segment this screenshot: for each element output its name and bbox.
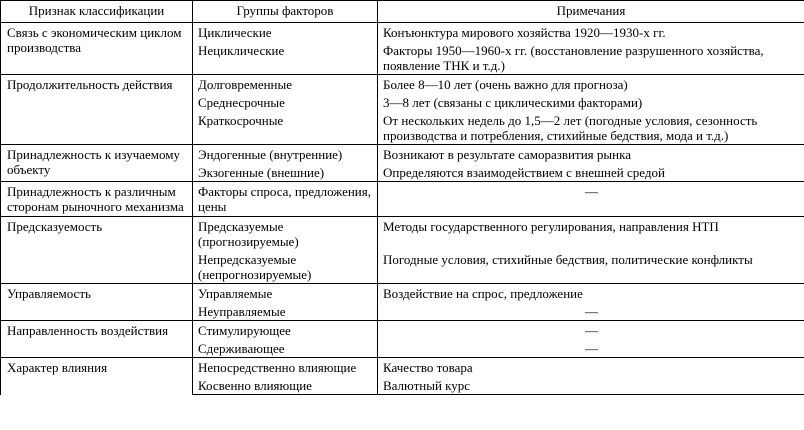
criterion-cell: Принадлежность к изучаемому объекту: [1, 145, 193, 182]
note-cell: Конъюнктура мирового хозяйства 1920—1930-х гг.: [378, 23, 804, 42]
criterion-cell: Принадлежность к различным сторонам рыночного механизма: [1, 182, 193, 217]
note-cell: Более 8—10 лет (очень важно для прогноза): [378, 75, 804, 94]
table-row: [1, 217, 804, 251]
group-cell: Предсказуемые (прогнозируемые): [193, 217, 378, 251]
header-notes: Примечания: [378, 1, 804, 23]
group-cell: Стимулирующее: [193, 321, 378, 340]
group-cell: Управляемые: [193, 284, 378, 303]
criterion-cell: Связь с экономическим циклом производства: [1, 23, 193, 75]
group-cell: Факторы спроса, предложения, цены: [193, 182, 378, 217]
note-cell: 3—8 лет (связаны с циклическими факторами): [378, 93, 804, 111]
header-criterion: Признак классификации: [1, 1, 193, 23]
group-cell: Циклические: [193, 23, 378, 42]
table-row: [1, 75, 804, 94]
note-cell: —: [378, 339, 804, 358]
note-cell: Факторы 1950—1960-х гг. (восстановление разрушенного хозяйства, появление ТНК и т.д.): [378, 41, 804, 75]
table-row: [1, 284, 804, 303]
group-cell: Косвенно влияющие: [193, 376, 378, 395]
group-cell: Краткосрочные: [193, 111, 378, 145]
header-row: [1, 1, 804, 23]
note-cell: Погодные условия, стихийные бедствия, политические конфликты: [378, 250, 804, 284]
note-cell: —: [378, 321, 804, 340]
note-cell: Методы государственного регулирования, направления НТП: [378, 217, 804, 251]
criterion-cell: Продолжительность действия: [1, 75, 193, 145]
note-cell: Воздействие на спрос, предложение: [378, 284, 804, 303]
group-cell: Непредсказуемые (непрогнозируемые): [193, 250, 378, 284]
note-cell: —: [378, 302, 804, 321]
table-row: [1, 23, 804, 42]
criterion-cell: Управляемость: [1, 284, 193, 321]
note-cell: Валютный курс: [378, 376, 804, 395]
criterion-cell: Характер влияния: [1, 358, 193, 395]
note-cell: Качество товара: [378, 358, 804, 377]
note-cell: —: [378, 182, 804, 217]
criterion-cell: Предсказуемость: [1, 217, 193, 284]
table-row: [1, 321, 804, 340]
table-row: [1, 182, 804, 217]
table-row: [1, 358, 804, 377]
table-row: [1, 145, 804, 164]
note-cell: Определяются взаимодействием с внешней средой: [378, 163, 804, 182]
group-cell: Среднесрочные: [193, 93, 378, 111]
criterion-cell: Направленность воздействия: [1, 321, 193, 358]
header-groups: Группы факторов: [193, 1, 378, 23]
group-cell: Непосредственно влияющие: [193, 358, 378, 377]
group-cell: Экзогенные (внешние): [193, 163, 378, 182]
group-cell: Нециклические: [193, 41, 378, 75]
group-cell: Долговременные: [193, 75, 378, 94]
group-cell: Эндогенные (внутренние): [193, 145, 378, 164]
group-cell: Сдерживающее: [193, 339, 378, 358]
note-cell: Возникают в результате саморазвития рынка: [378, 145, 804, 164]
note-cell: От нескольких недель до 1,5—2 лет (погодные условия, сезонность производства и потребления, стихийные бедствия, мода и т.д.): [378, 111, 804, 145]
group-cell: Неуправляемые: [193, 302, 378, 321]
